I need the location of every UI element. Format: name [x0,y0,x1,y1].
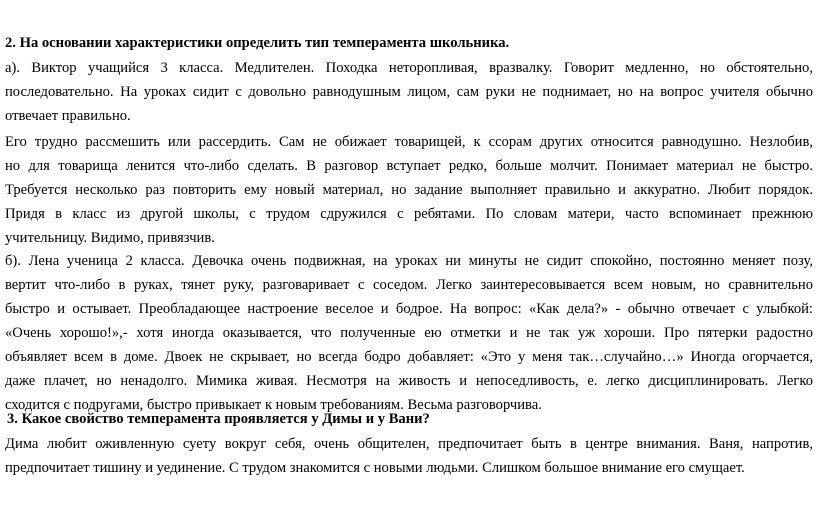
text-line: вертит что-либо в руках, тянет руку, разговаривает с соседом. Легко заинтересовывается всем новым, но сравнительно [5,277,813,293]
paragraph-lena [5,249,813,417]
text-line: б). Лена ученица 2 класса. Девочка очень подвижная, на уроках ни минуты не сидит спокойно, постоянно меняет позу, [5,253,813,269]
text-line: Дима любит оживленную суету вокруг себя, очень общителен, предпочитает быть в центре внимания. Ваня, напротив, [5,436,813,452]
text-line: а). Виктор учащийся 3 класса. Медлителен. Походка неторопливая, вразвалку. Говорит медленно, но обстоятельно, [5,60,813,76]
paragraph-viktor-continued [5,130,813,250]
text-line: отвечает правильно. [5,108,131,124]
paragraph-dima-vanya [5,432,813,480]
text-line: быстро и остывает. Преобладающее настроение веселое и бодрое. На вопрос: «Как дела?» - обычно отвечает с улыбкой: [5,301,813,317]
text-line: учительницу. Видимо, привязчив. [5,230,215,246]
question-3-heading: 3. Какое свойство темперамента проявляется у Димы и у Вани? [7,411,430,427]
text-line: сходится с подругами, быстро привыкает к новым требованиям. Весьма разговорчива. [5,397,542,413]
text-line: даже плачет, но ненадолго. Мимика живая. Несмотря на живость и непоседливость, е. легко дисциплинировать. Легко [5,373,813,389]
text-line: объявляет всем в доме. Двоек не скрывает, но всегда бодро добавляет: «Это у меня так…случайно…» Иногда огорчается, [5,349,813,365]
text-line: последовательно. На уроках сидит с довольно равнодушным лицом, сам руки не поднимает, но на вопрос учителя обычно [5,84,813,100]
text-line: «Очень хорошо!»,- хотя иногда оказывается, что полученные ею отметки и не так уж хороши. Про пятерки радостно [5,325,813,341]
text-line: Придя в класс из другой школы, с трудом сдружился с ребятами. По словам матери, часто вспоминает прежнюю [5,206,813,222]
text-line: Требуется несколько раз повторить ему новый материал, но задание выполняет правильно и аккуратно. Любит порядок. [5,182,813,198]
text-line: предпочитает тишину и уединение. С трудом знакомится с новыми людьми. Слишком большое внимание его смущает. [5,460,745,476]
text-line: но для товарища ленится что-либо сделать. В разговор вступает редко, больше молчит. Понимает материал не быстро. [5,158,813,174]
text-line: Его трудно рассмешить или рассердить. Сам не обижает товарищей, к ссорам других относится равнодушно. Незлобив, [5,134,813,150]
paragraph-viktor [5,56,813,128]
question-2-heading: 2. На основании характеристики определить тип темперамента школьника. [5,35,510,51]
